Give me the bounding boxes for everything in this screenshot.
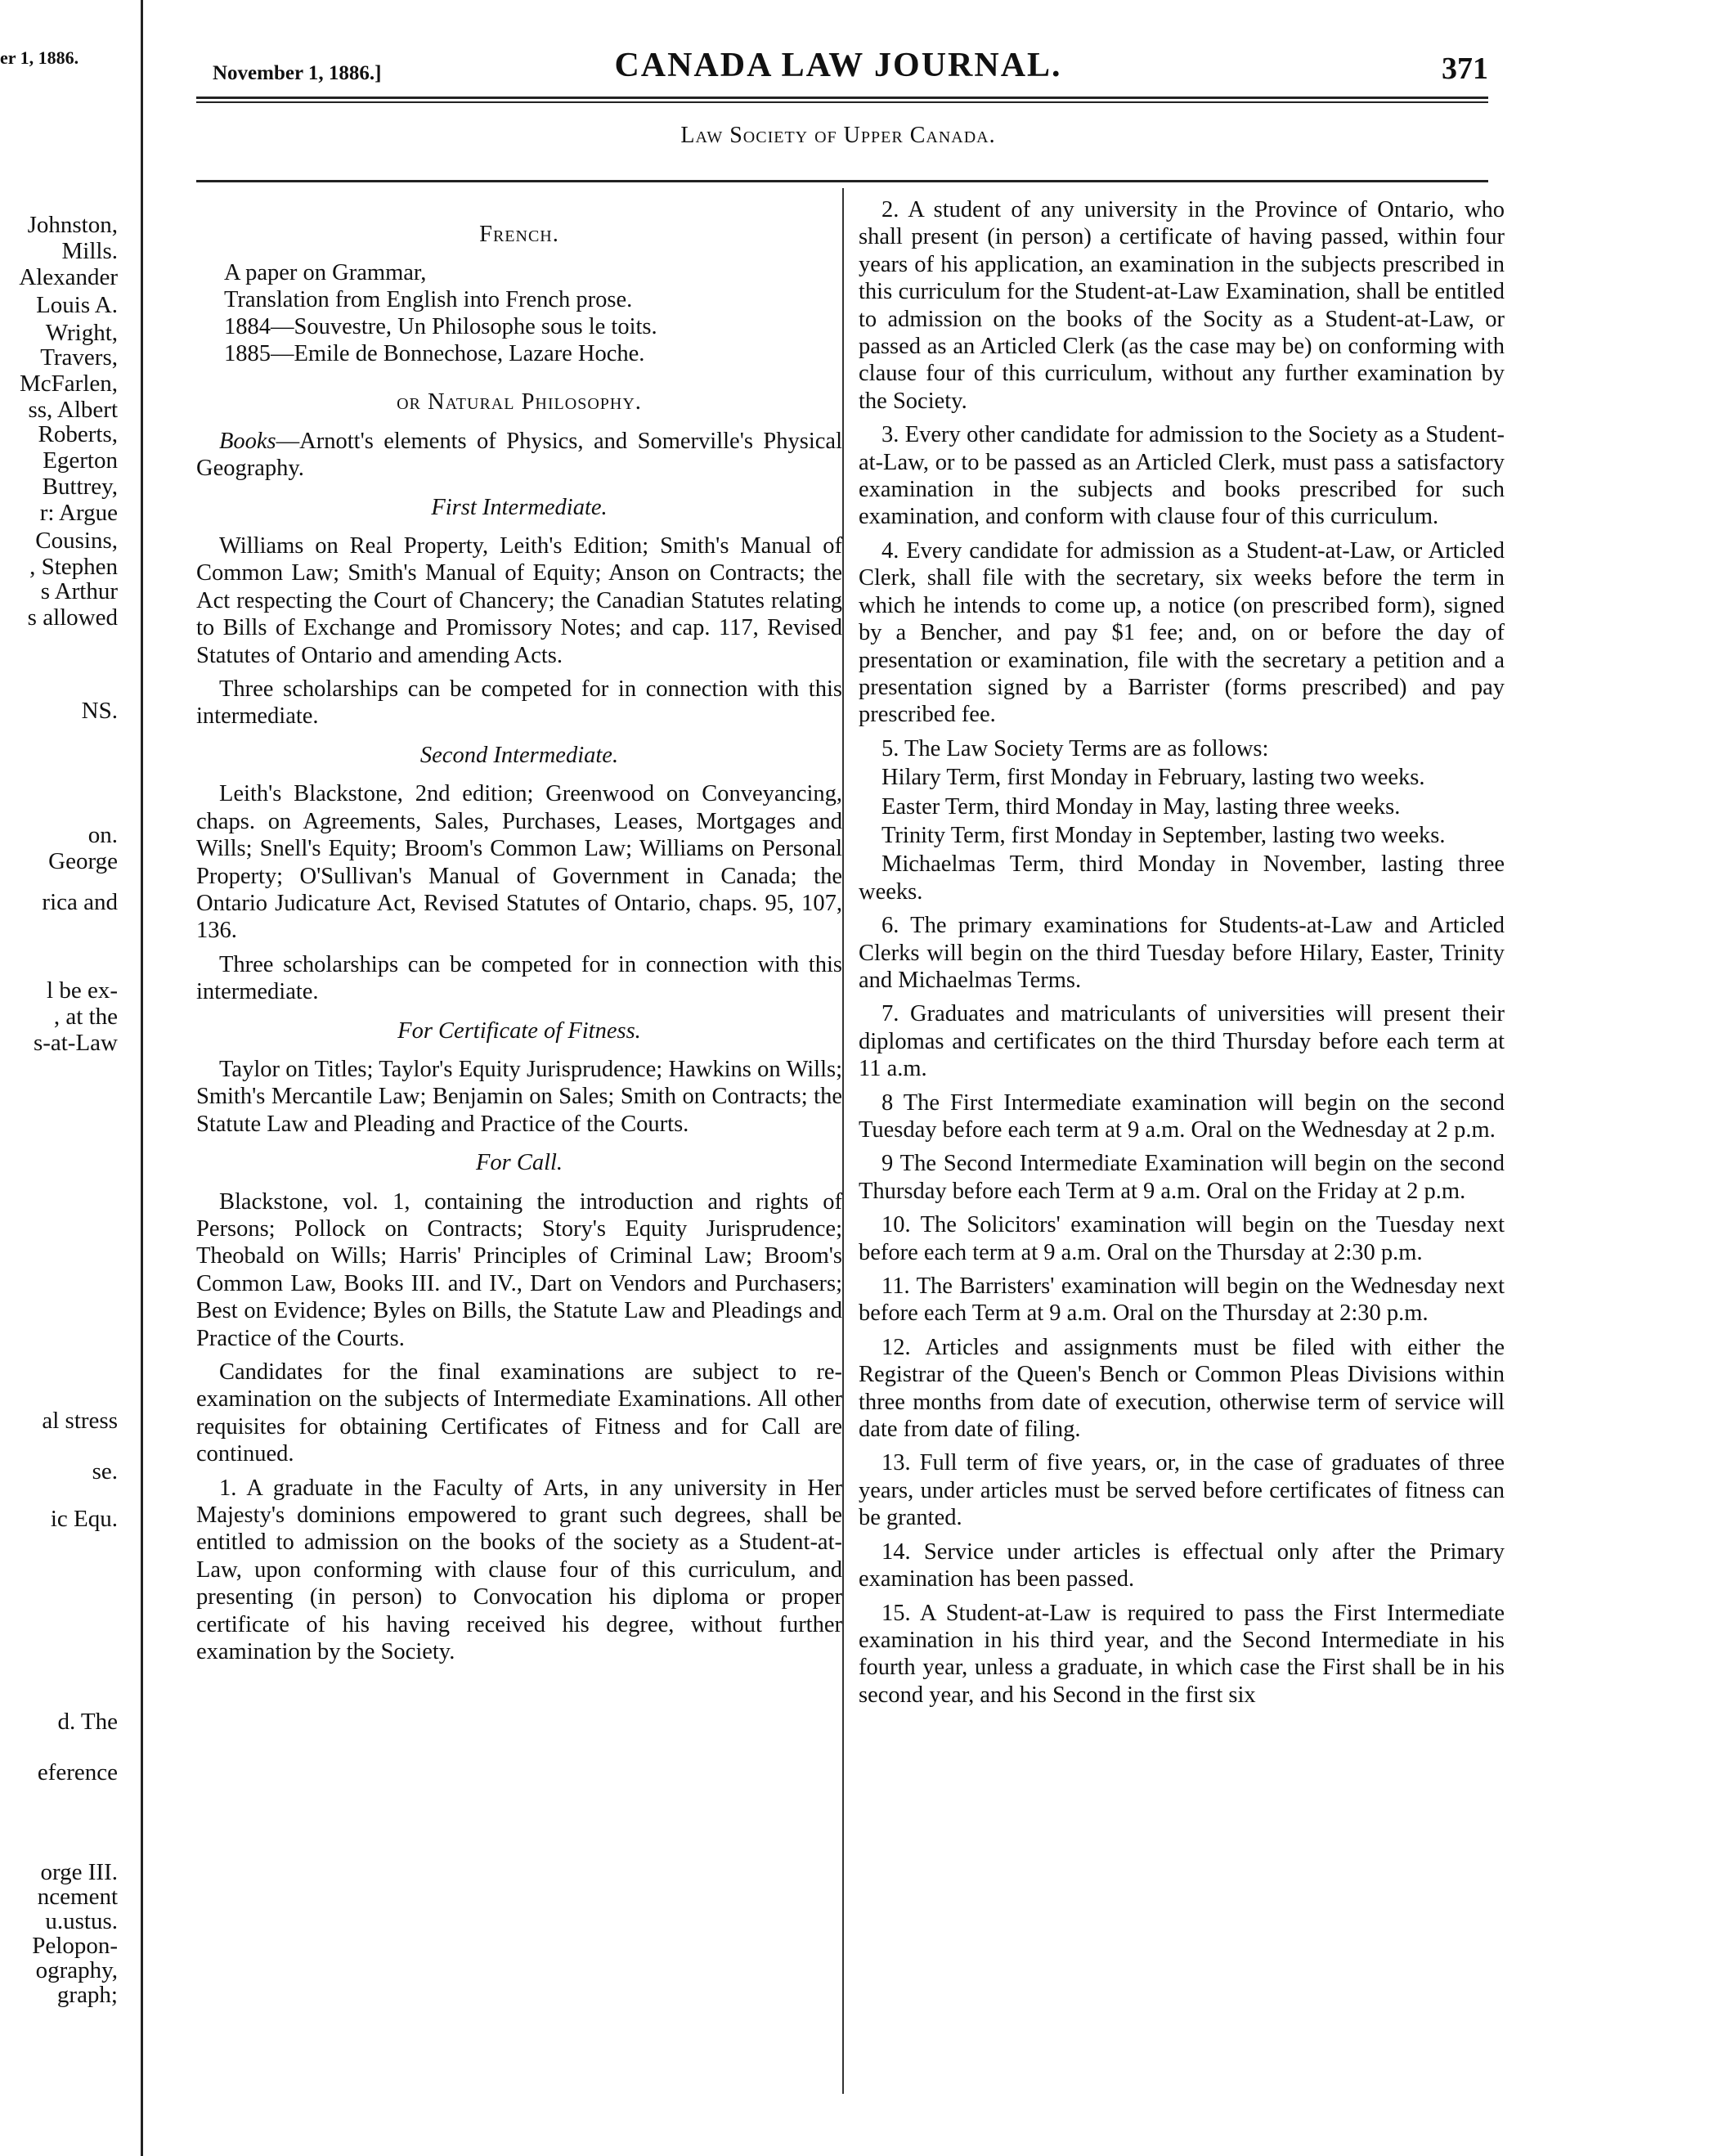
- rule-2: 2. A student of any university in the Province of Ontario, who shall present (in person) a certificate of having passed, within four years of his application, an examination in the subjects prescribed in this curriculum for the Student-at-Law Examination, shall be entitled to admission on the books of the Socity as a Student-at-Law, or passed as an Articled Clerk (as the case may be) on conforming with clause four of this curriculum, without any further examination by the Society.: [859, 197, 1505, 414]
- second-intermediate-text: Leith's Blackstone, 2nd edition; Greenwood on Conveyancing, chaps. on Agreements, Sales, Purchases, Leases, Mortgages and Wills; Snell's Equity; Broom's Common Law; Williams on Personal Property; O'Sullivan's Manual of Government in Canada; the Ontario Judicature Act, Revised Statutes of Ontario, chaps. 95, 107, 136.: [196, 781, 842, 944]
- facing-page-line: d. The: [57, 1709, 118, 1735]
- books-paragraph: [196, 428, 842, 483]
- facing-page-line: u.ustus.: [45, 1908, 118, 1934]
- term-item: Trinity Term, first Monday in September, lasting two weeks.: [881, 822, 1446, 848]
- facing-page-line: George: [48, 848, 118, 874]
- term-item: Easter Term, third Monday in May, lasting three weeks.: [881, 793, 1401, 820]
- facing-page-line: Travers,: [40, 344, 118, 371]
- facing-page-line: , at the: [53, 1004, 118, 1030]
- candidates-text: Candidates for the final examinations are subject to re-examination on the subjects of Intermediate Examinations. All other requisites for obtaining Certificates of Fitness and for Call are continued.: [196, 1359, 842, 1467]
- rule-11: 11. The Barristers' examination will begin on the Wednesday next before each Term at 9 a.m. Oral on the Thursday at 2:30 p.m.: [859, 1273, 1505, 1327]
- facing-page-line: Roberts,: [38, 421, 118, 447]
- header-rule-top: [196, 97, 1488, 99]
- first-intermediate-text: Williams on Real Property, Leith's Edition; Smith's Manual of Common Law; Smith's Manual of Equity; Anson on Contracts; the Act respecting the Court of Chancery; the Canadian Statutes relating to Bills of Exchange and Promissory Notes; and cap. 117, Revised Statutes of Ontario and amending Acts.: [196, 533, 842, 668]
- second-intermediate-heading: Second Intermediate.: [419, 742, 619, 768]
- facing-page-line: rica and: [42, 889, 118, 915]
- facing-page-line: NS.: [81, 698, 118, 724]
- running-header: [188, 41, 1488, 90]
- column-divider: [842, 188, 844, 2094]
- rule-9: 9 The Second Intermediate Examination will begin on the second Thursday before each Term at 9 a.m. Oral on the Friday at 2 p.m.: [859, 1151, 1505, 1204]
- facing-page-stub: [0, 0, 143, 2156]
- french-item: A paper on Grammar,: [224, 260, 427, 286]
- right-column: [859, 196, 1505, 1715]
- facing-page-line: Wright,: [45, 320, 118, 346]
- facing-page-line: s allowed: [27, 604, 118, 631]
- facing-page-line: ncement: [37, 1884, 118, 1910]
- facing-page-header: er 1, 1886.: [0, 47, 79, 68]
- issue-date: November 1, 1886.]: [213, 62, 382, 84]
- rule-8: 8 The First Intermediate examination will begin on the second Tuesday before each term at 9 a.m. Oral on the Wednesday at 2 p.m.: [859, 1089, 1505, 1143]
- rule-6: 6. The primary examinations for Students-at-Law and Articled Clerks will begin on the third Tuesday before Hilary, Easter, Trinity and Michaelmas Terms.: [859, 913, 1505, 993]
- facing-page-line: on.: [87, 822, 118, 848]
- facing-page-line: orge III.: [40, 1859, 118, 1885]
- call-heading: For Call.: [475, 1150, 563, 1176]
- header-rule-bottom: [196, 101, 1488, 103]
- facing-page-line: ography,: [35, 1957, 118, 1983]
- left-column: [196, 196, 842, 1672]
- journal-title: CANADA LAW JOURNAL.: [614, 47, 1062, 84]
- section-subhead: Law Society of Upper Canada.: [680, 123, 996, 148]
- facing-page-line: Egerton: [43, 447, 118, 474]
- page-number: 371: [1442, 52, 1488, 86]
- facing-page-line: Cousins,: [35, 528, 118, 554]
- facing-page-line: s Arthur: [40, 578, 118, 604]
- rule-15: 15. A Student-at-Law is required to pass the First Intermediate examination in his third year, and the Second Intermediate in his fourth year, unless a graduate, in which case the First shall be in his second year, and his Second in the first six: [859, 1600, 1505, 1708]
- facing-page-line: l be ex-: [47, 977, 118, 1004]
- facing-page-line: Buttrey,: [42, 474, 118, 500]
- facing-page-line: Johnston,: [27, 212, 118, 238]
- call-text: Blackstone, vol. 1, containing the introduction and rights of Persons; Pollock on Contracts; Story's Equity Jurisprudence; Theobald on Wills; Harris' Principles of Criminal Law; Broom's Common Law, Books III. and IV., Dart on Vendors and Purchasers; Best on Evidence; Byles on Bills, the Statute Law and Pleadings and Practice of the Courts.: [196, 1188, 842, 1351]
- journal-page: [188, 25, 1505, 2143]
- second-intermediate-scholarships: Three scholarships can be competed for in connection with this intermediate.: [196, 951, 842, 1005]
- rule-13: 13. Full term of five years, or, in the case of graduates of three years, under articles must be served before certificates of fitness can be granted.: [859, 1450, 1505, 1531]
- fitness-heading: For Certificate of Fitness.: [397, 1017, 641, 1044]
- first-intermediate-scholarships: Three scholarships can be competed for in connection with this intermediate.: [196, 676, 842, 730]
- rule-3: 3. Every other candidate for admission to the Society as a Student-at-Law, or to be passed as an Articled Clerk, must pass a satisfactory examination in the subjects and books prescribed for such examination, and conform with clause four of this curriculum.: [859, 422, 1505, 530]
- facing-page-line: Pelopon-: [32, 1933, 118, 1959]
- fitness-text: Taylor on Titles; Taylor's Equity Jurisprudence; Hawkins on Wills; Smith's Mercantile Law; Benjamin on Sales; Smith on Contracts; the Statute Law and Pleading and Practice of the Courts.: [196, 1056, 842, 1137]
- rule-7: 7. Graduates and matriculants of universities will present their diplomas and certificates on the third Thursday before each term at 11 a.m.: [859, 1001, 1505, 1082]
- rule-1: 1. A graduate in the Faculty of Arts, in any university in Her Majesty's dominions empowered to grant such degrees, shall be entitled to admission on the books of the society as a Student-at-Law, upon conforming with clause four of this curriculum, and presenting (in person) to Convocation his diploma or proper certificate of his having received his degree, without further examination by the Society.: [196, 1475, 842, 1665]
- rule-5: 5. The Law Society Terms are as follows:: [881, 735, 1269, 761]
- first-intermediate-heading: First Intermediate.: [431, 494, 608, 520]
- facing-page-line: al stress: [42, 1408, 118, 1434]
- facing-page-line: se.: [92, 1458, 118, 1484]
- french-item: 1885—Emile de Bonnechose, Lazare Hoche.: [224, 341, 645, 367]
- books-label: Books: [219, 428, 276, 454]
- term-item: Michaelmas Term, third Monday in November, lasting three weeks.: [859, 851, 1505, 905]
- facing-page-line: Louis A.: [36, 292, 118, 318]
- facing-page-line: graph;: [56, 1982, 118, 2008]
- french-heading: French.: [479, 222, 559, 247]
- rule-12: 12. Articles and assignments must be filed with either the Registrar of the Queen's Bench or Common Pleas Divisions within three months from date of execution, otherwise term of service will date from date of filing.: [859, 1334, 1505, 1443]
- french-list: [196, 259, 842, 367]
- natural-philosophy-heading: or Natural Philosophy.: [397, 389, 642, 415]
- rule-10: 10. The Solicitors' examination will begin on the Tuesday next before each term at 9 a.m. Oral on the Thursday at 2:30 p.m.: [859, 1212, 1505, 1265]
- facing-page-line: Mills.: [61, 238, 118, 264]
- french-item: Translation from English into French prose.: [224, 287, 633, 313]
- rule-14: 14. Service under articles is effectual only after the Primary examination has been passed.: [859, 1538, 1505, 1592]
- french-item: 1884—Souvestre, Un Philosophe sous le toits.: [224, 314, 657, 340]
- facing-page-line: ss, Albert: [28, 397, 118, 423]
- facing-page-line: Alexander: [19, 264, 118, 290]
- facing-page-line: , Stephen: [29, 554, 118, 580]
- facing-page-line: s-at-Law: [33, 1030, 118, 1056]
- facing-page-line: ic Equ.: [50, 1506, 118, 1532]
- books-text: —Arnott's elements of Physics, and Somerville's Physical Geography.: [196, 428, 842, 482]
- subhead-rule: [196, 180, 1488, 182]
- term-item: Hilary Term, first Monday in February, lasting two weeks.: [881, 765, 1425, 791]
- facing-page-line: eference: [37, 1759, 118, 1785]
- facing-page-line: McFarlen,: [20, 371, 118, 397]
- facing-page-line: r: Argue: [39, 500, 118, 526]
- rule-4: 4. Every candidate for admission as a Student-at-Law, or Articled Clerk, shall file with the secretary, six weeks before the term in which he intends to come up, a notice (on prescribed form), signed by a Bencher, and pay $1 fee; and, on or before the day of presentation or examination, file with the secretary a petition and a presentation signed by a Barrister (forms prescribed) and pay prescribed fee.: [859, 537, 1505, 728]
